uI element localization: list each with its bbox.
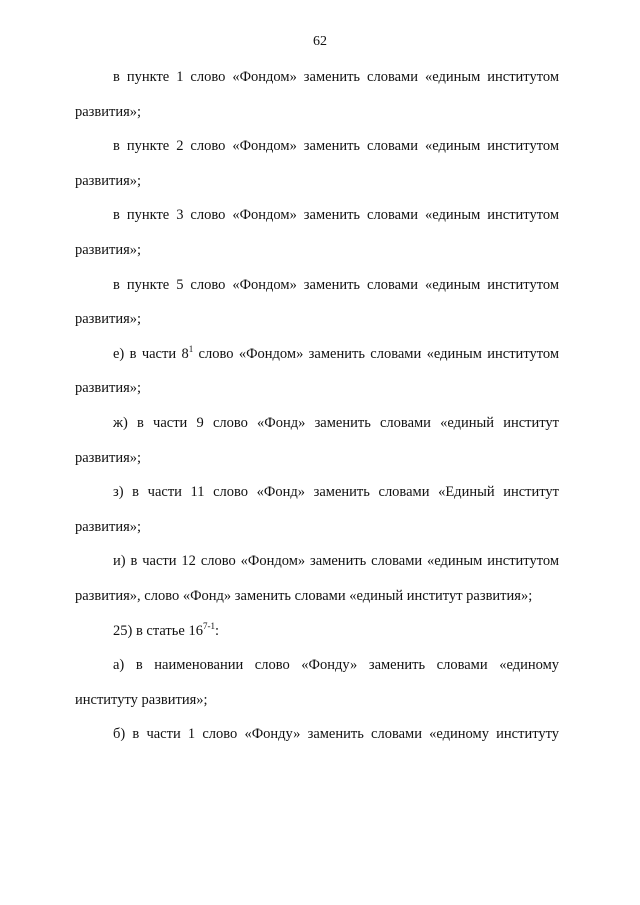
page-number: 62 <box>313 34 327 49</box>
paragraph: ж) в части 9 слово «Фонд» заменить словами «единый институт развития»; <box>75 414 559 466</box>
paragraph <box>75 614 559 649</box>
paragraph: и) в части 12 слово «Фондом» заменить словами «единым институтом развития», слово «Фонд» заменить словами «единый институт развития»; <box>75 553 559 604</box>
paragraph-text: : <box>214 622 219 639</box>
paragraph-text: е) в части 8 <box>113 345 189 362</box>
superscript: 1 <box>188 343 194 354</box>
document-body <box>75 60 559 752</box>
paragraph: а) в наименовании слово «Фонду» заменить словами «единому институту развития»; <box>75 657 559 708</box>
paragraph: в пункте 5 слово «Фондом» заменить словами «единым институтом развития»; <box>75 276 559 328</box>
superscript: 7-1 <box>202 620 215 631</box>
paragraph-text: слово «Фондом» заменить словами «единым институтом развития»; <box>75 345 560 397</box>
paragraph: в пункте 3 слово «Фондом» заменить словами «единым институтом развития»; <box>75 207 559 258</box>
paragraph: з) в части 11 слово «Фонд» заменить словами «Единый институт развития»; <box>75 484 559 535</box>
paragraph-text: 25) в статье 16 <box>113 622 203 639</box>
paragraph: в пункте 2 слово «Фондом» заменить словами «единым институтом развития»; <box>75 138 559 189</box>
paragraph: в пункте 1 слово «Фондом» заменить словами «единым институтом развития»; <box>75 69 559 120</box>
paragraph <box>75 337 559 406</box>
paragraph: б) в части 1 слово «Фонду» заменить словами «единому институту <box>113 726 559 743</box>
